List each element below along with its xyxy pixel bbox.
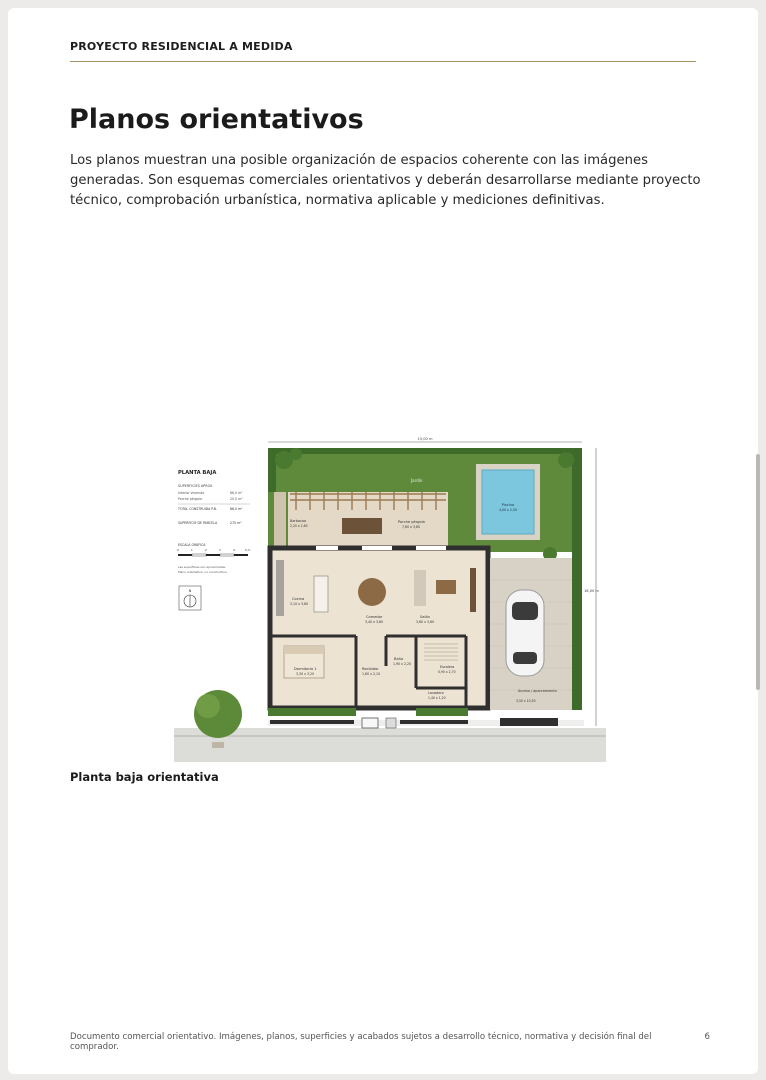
living-size: 3,60 x 3,60 [416, 620, 435, 624]
kitchen-counter [276, 560, 284, 616]
hedge-top [268, 448, 582, 454]
parking-size: 3,50 x 10,50 [516, 699, 536, 703]
kitchen-name: Cocina [292, 597, 305, 601]
bedroom-size: 3,30 x 3,20 [296, 672, 315, 676]
hall-size: 1,60 x 2,10 [362, 672, 381, 676]
scale-tick: 3 [219, 548, 221, 552]
sofa [414, 570, 426, 606]
pool [482, 470, 534, 534]
scale-label: ESCALA GRÁFICA [178, 543, 206, 547]
coffee-table [436, 580, 456, 594]
porch-name: Porche pérgola [398, 520, 425, 524]
scale-tick: 4 [233, 548, 235, 552]
intro-paragraph: Los planos muestran una posible organización de espacios coherente con las imágenes generadas. Son esquemas comerciales orientativos y deberán desarrollarse mediante proyecto técnico, comprobación urbanística, normativa aplicable y mediciones definitivas. [70, 153, 701, 208]
dining-table [358, 578, 386, 606]
footer-disclaimer: Documento comercial orientativo. Imágenes, planos, superficies y acabados sujetos a desarrollo técnico, normativa y decisión final del comprador. [70, 1032, 652, 1052]
garden-label: Jardín [411, 478, 423, 483]
surface-row-value: 20,0 m² [230, 497, 243, 501]
living-name: Salón [420, 615, 430, 619]
surface-row-label: Porche pérgola [178, 497, 202, 501]
pool-size: 4,00 x 2,50 [498, 508, 518, 512]
surface-row-label: Interior vivienda [178, 491, 205, 495]
bathroom-size: 1,90 x 2,20 [393, 662, 412, 666]
document-page [8, 8, 758, 1074]
total-built-value: 86,0 m² [230, 507, 243, 511]
surface-row-value: 66,0 m² [230, 491, 243, 495]
laundry-size: 1,40 x 1,20 [428, 696, 446, 700]
total-built-label: TOTAL CONSTRUIDA P.B. [178, 507, 217, 511]
stair-name: Escalera [440, 665, 455, 669]
dining-name: Comedor [366, 615, 383, 619]
floor-plan-figure [166, 430, 610, 766]
front-fence-mid [400, 720, 468, 724]
kitchen-size: 3,10 x 3,60 [290, 602, 309, 606]
sidewalk [174, 728, 606, 762]
porch-size: 7,60 x 3,80 [402, 525, 421, 529]
header-divider [70, 61, 696, 62]
page-title: Planos orientativos [69, 104, 364, 135]
scale-tick: 5 m [245, 548, 251, 552]
pedestrian-gate [362, 718, 378, 728]
width-dimension: 15,00 m [417, 437, 433, 441]
north-windows [316, 546, 446, 550]
legend-title: PLANTA BAJA [178, 470, 217, 476]
scrollbar-thumb[interactable] [756, 454, 760, 690]
porch-table [342, 518, 382, 534]
hedge-right [572, 448, 582, 710]
scale-tick: 0 [177, 548, 179, 552]
barbecue-area [274, 492, 286, 548]
front-fence-left [270, 720, 354, 724]
plan-note: Plano orientativo, no constructivo. [178, 570, 228, 574]
hedge-left [268, 448, 276, 492]
plot-area-label: SUPERFICIE DE PARCELA [178, 521, 218, 525]
page-footer [70, 1032, 710, 1052]
front-hedge-mid [416, 708, 468, 716]
surfaces-heading: SUPERFICIES APROX. [178, 484, 214, 488]
stair-size: 0,90 x 2,70 [438, 670, 456, 674]
north-label: N [188, 589, 192, 593]
scale-bar [178, 554, 248, 556]
running-header: PROYECTO RESIDENCIAL A MEDIDA [70, 40, 293, 53]
plot-area-value: 270 m² [230, 521, 242, 525]
figure-caption: Planta baja orientativa [70, 770, 219, 784]
depth-dimension: 18,00 m [584, 589, 599, 593]
barbecue-name: Barbacoa [290, 519, 307, 523]
parking-name: Acceso / aparcamiento [518, 689, 557, 693]
plan-note: Las superficies son aproximadas. [178, 565, 226, 569]
laundry-name: Lavadero [428, 691, 444, 695]
scale-tick: 2 [205, 548, 207, 552]
bathroom-name: Baño [394, 657, 404, 661]
dining-size: 3,40 x 3,60 [365, 620, 384, 624]
tv-unit [470, 568, 476, 612]
pool-name: Piscina [501, 503, 515, 507]
floor-plan-drawing [166, 430, 610, 766]
bedroom-name: Dormitorio 1 [294, 667, 317, 671]
barbecue-size: 2,20 x 2,60 [290, 524, 308, 528]
hall-name: Recibidor [362, 667, 379, 671]
kitchen-island [314, 576, 328, 612]
page-number: 6 [704, 1032, 710, 1042]
vehicle-gate [500, 718, 558, 726]
house-floor [272, 550, 486, 706]
front-hedge-left [268, 708, 356, 716]
scale-tick: 1 [191, 548, 193, 552]
